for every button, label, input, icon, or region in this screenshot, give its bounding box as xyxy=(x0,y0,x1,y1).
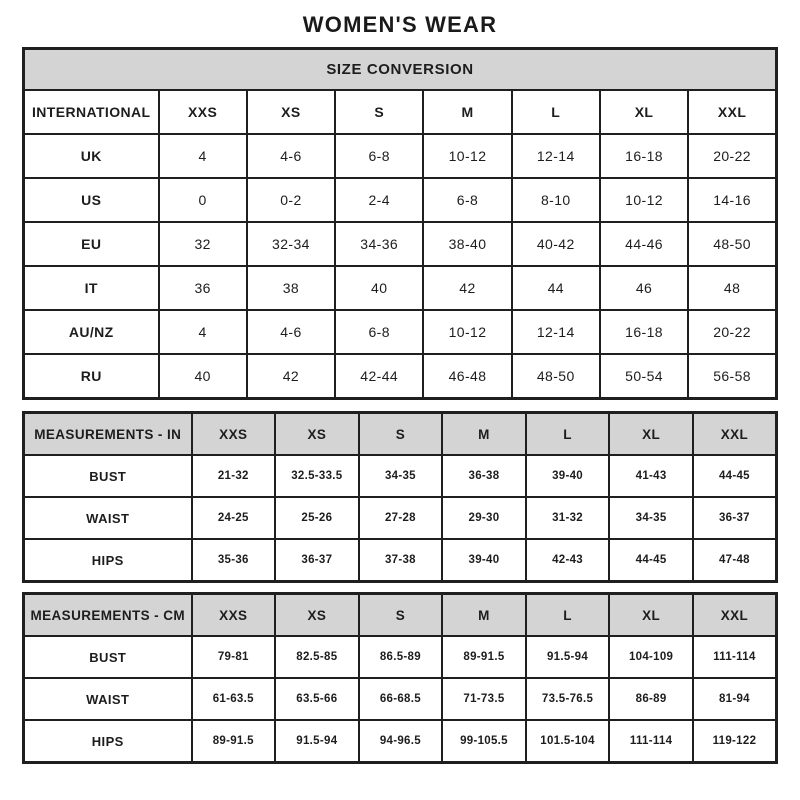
measurement-label: HIPS xyxy=(24,720,192,763)
region-label: EU xyxy=(24,222,159,266)
measurements-cm-table xyxy=(22,592,778,764)
measurements-in-row-bust xyxy=(24,455,777,497)
measurement-label: WAIST xyxy=(24,497,192,539)
size-value-cell: 20-22 xyxy=(688,134,776,178)
size-value-cell: 46-48 xyxy=(423,354,511,399)
size-header-l: L xyxy=(526,594,610,637)
measurement-value-cell: 91.5-94 xyxy=(275,720,359,763)
measurement-label: WAIST xyxy=(24,678,192,720)
size-header-xl: XL xyxy=(609,413,693,456)
size-value-cell: 4 xyxy=(159,134,247,178)
measurement-label: BUST xyxy=(24,455,192,497)
measurement-value-cell: 39-40 xyxy=(526,455,610,497)
region-label: IT xyxy=(24,266,159,310)
measurement-value-cell: 101.5-104 xyxy=(526,720,610,763)
size-header-xxs: XXS xyxy=(159,90,247,134)
size-value-cell: 44 xyxy=(512,266,600,310)
measurement-value-cell: 42-43 xyxy=(526,539,610,582)
measurement-value-cell: 36-37 xyxy=(693,497,777,539)
measurements-cm-title: MEASUREMENTS - CM xyxy=(24,594,192,637)
size-conversion-table xyxy=(22,47,778,400)
size-value-cell: 16-18 xyxy=(600,134,688,178)
measurement-value-cell: 111-114 xyxy=(609,720,693,763)
measurements-in-row-hips xyxy=(24,539,777,582)
size-value-cell: 10-12 xyxy=(600,178,688,222)
measurements-cm-row-bust xyxy=(24,636,777,678)
size-value-cell: 32 xyxy=(159,222,247,266)
region-label: UK xyxy=(24,134,159,178)
size-header-m: M xyxy=(442,594,526,637)
measurement-value-cell: 99-105.5 xyxy=(442,720,526,763)
measurement-value-cell: 36-37 xyxy=(275,539,359,582)
measurement-label: BUST xyxy=(24,636,192,678)
size-value-cell: 34-36 xyxy=(335,222,423,266)
international-header: INTERNATIONAL xyxy=(24,90,159,134)
measurement-value-cell: 27-28 xyxy=(359,497,443,539)
conversion-row-us xyxy=(24,178,777,222)
region-label: AU/NZ xyxy=(24,310,159,354)
measurement-value-cell: 89-91.5 xyxy=(442,636,526,678)
size-value-cell: 48-50 xyxy=(688,222,776,266)
measurement-value-cell: 61-63.5 xyxy=(192,678,276,720)
measurement-value-cell: 71-73.5 xyxy=(442,678,526,720)
size-header-l: L xyxy=(512,90,600,134)
measurement-value-cell: 86-89 xyxy=(609,678,693,720)
measurement-value-cell: 32.5-33.5 xyxy=(275,455,359,497)
size-header-xs: XS xyxy=(275,594,359,637)
size-value-cell: 10-12 xyxy=(423,310,511,354)
size-value-cell: 56-58 xyxy=(688,354,776,399)
size-value-cell: 6-8 xyxy=(423,178,511,222)
size-value-cell: 48 xyxy=(688,266,776,310)
size-header-xxl: XXL xyxy=(693,413,777,456)
size-value-cell: 40 xyxy=(335,266,423,310)
measurement-label: HIPS xyxy=(24,539,192,582)
page-title: WOMEN'S WEAR xyxy=(302,12,498,37)
size-header-xl: XL xyxy=(609,594,693,637)
measurement-value-cell: 86.5-89 xyxy=(359,636,443,678)
size-header-row xyxy=(24,90,777,134)
measurement-value-cell: 34-35 xyxy=(609,497,693,539)
measurement-value-cell: 29-30 xyxy=(442,497,526,539)
size-header-s: S xyxy=(359,413,443,456)
size-header-xxl: XXL xyxy=(693,594,777,637)
measurement-value-cell: 66-68.5 xyxy=(359,678,443,720)
size-value-cell: 0-2 xyxy=(247,178,335,222)
size-value-cell: 4-6 xyxy=(247,310,335,354)
size-value-cell: 38-40 xyxy=(423,222,511,266)
measurement-value-cell: 89-91.5 xyxy=(192,720,276,763)
size-value-cell: 16-18 xyxy=(600,310,688,354)
size-value-cell: 8-10 xyxy=(512,178,600,222)
measurements-in-header-row xyxy=(24,413,777,456)
measurement-value-cell: 37-38 xyxy=(359,539,443,582)
size-value-cell: 48-50 xyxy=(512,354,600,399)
size-value-cell: 14-16 xyxy=(688,178,776,222)
measurement-value-cell: 25-26 xyxy=(275,497,359,539)
size-value-cell: 6-8 xyxy=(335,134,423,178)
size-value-cell: 6-8 xyxy=(335,310,423,354)
size-value-cell: 40 xyxy=(159,354,247,399)
region-label: US xyxy=(24,178,159,222)
measurement-value-cell: 111-114 xyxy=(693,636,777,678)
size-value-cell: 46 xyxy=(600,266,688,310)
size-header-xxl: XXL xyxy=(688,90,776,134)
measurement-value-cell: 82.5-85 xyxy=(275,636,359,678)
size-value-cell: 4 xyxy=(159,310,247,354)
measurement-value-cell: 24-25 xyxy=(192,497,276,539)
measurement-value-cell: 79-81 xyxy=(192,636,276,678)
size-value-cell: 12-14 xyxy=(512,310,600,354)
conversion-row-it xyxy=(24,266,777,310)
measurement-value-cell: 81-94 xyxy=(693,678,777,720)
measurement-value-cell: 36-38 xyxy=(442,455,526,497)
size-value-cell: 12-14 xyxy=(512,134,600,178)
size-value-cell: 10-12 xyxy=(423,134,511,178)
measurement-value-cell: 73.5-76.5 xyxy=(526,678,610,720)
size-value-cell: 42 xyxy=(247,354,335,399)
size-value-cell: 50-54 xyxy=(600,354,688,399)
size-value-cell: 4-6 xyxy=(247,134,335,178)
size-header-s: S xyxy=(335,90,423,134)
conversion-row-au-nz xyxy=(24,310,777,354)
size-value-cell: 0 xyxy=(159,178,247,222)
measurements-in-table xyxy=(22,411,778,583)
measurements-in-body xyxy=(24,413,777,582)
conversion-row-eu xyxy=(24,222,777,266)
size-header-xl: XL xyxy=(600,90,688,134)
measurement-value-cell: 41-43 xyxy=(609,455,693,497)
size-header-m: M xyxy=(442,413,526,456)
size-value-cell: 42-44 xyxy=(335,354,423,399)
size-header-s: S xyxy=(359,594,443,637)
measurements-in-row-waist xyxy=(24,497,777,539)
measurements-cm-row-waist xyxy=(24,678,777,720)
size-header-xxs: XXS xyxy=(192,594,276,637)
size-conversion-title: SIZE CONVERSION xyxy=(24,49,777,91)
measurement-value-cell: 91.5-94 xyxy=(526,636,610,678)
size-value-cell: 44-46 xyxy=(600,222,688,266)
conversion-row-uk xyxy=(24,134,777,178)
measurement-value-cell: 104-109 xyxy=(609,636,693,678)
size-header-xs: XS xyxy=(247,90,335,134)
measurement-value-cell: 39-40 xyxy=(442,539,526,582)
size-header-xs: XS xyxy=(275,413,359,456)
measurement-value-cell: 31-32 xyxy=(526,497,610,539)
measurements-in-title: MEASUREMENTS - IN xyxy=(24,413,192,456)
measurement-value-cell: 63.5-66 xyxy=(275,678,359,720)
measurement-value-cell: 119-122 xyxy=(693,720,777,763)
measurement-value-cell: 21-32 xyxy=(192,455,276,497)
measurement-value-cell: 35-36 xyxy=(192,539,276,582)
conversion-row-ru xyxy=(24,354,777,399)
measurements-cm-body xyxy=(24,594,777,763)
size-value-cell: 40-42 xyxy=(512,222,600,266)
measurement-value-cell: 94-96.5 xyxy=(359,720,443,763)
region-label: RU xyxy=(24,354,159,399)
measurement-value-cell: 34-35 xyxy=(359,455,443,497)
size-value-cell: 2-4 xyxy=(335,178,423,222)
size-value-cell: 42 xyxy=(423,266,511,310)
measurements-cm-header-row xyxy=(24,594,777,637)
measurement-value-cell: 44-45 xyxy=(609,539,693,582)
table-title-row xyxy=(24,49,777,91)
size-value-cell: 32-34 xyxy=(247,222,335,266)
size-header-m: M xyxy=(423,90,511,134)
measurement-value-cell: 44-45 xyxy=(693,455,777,497)
measurements-cm-row-hips xyxy=(24,720,777,763)
size-conversion-body xyxy=(24,49,777,399)
size-header-l: L xyxy=(526,413,610,456)
size-value-cell: 36 xyxy=(159,266,247,310)
measurement-value-cell: 47-48 xyxy=(693,539,777,582)
size-value-cell: 20-22 xyxy=(688,310,776,354)
size-header-xxs: XXS xyxy=(192,413,276,456)
size-value-cell: 38 xyxy=(247,266,335,310)
